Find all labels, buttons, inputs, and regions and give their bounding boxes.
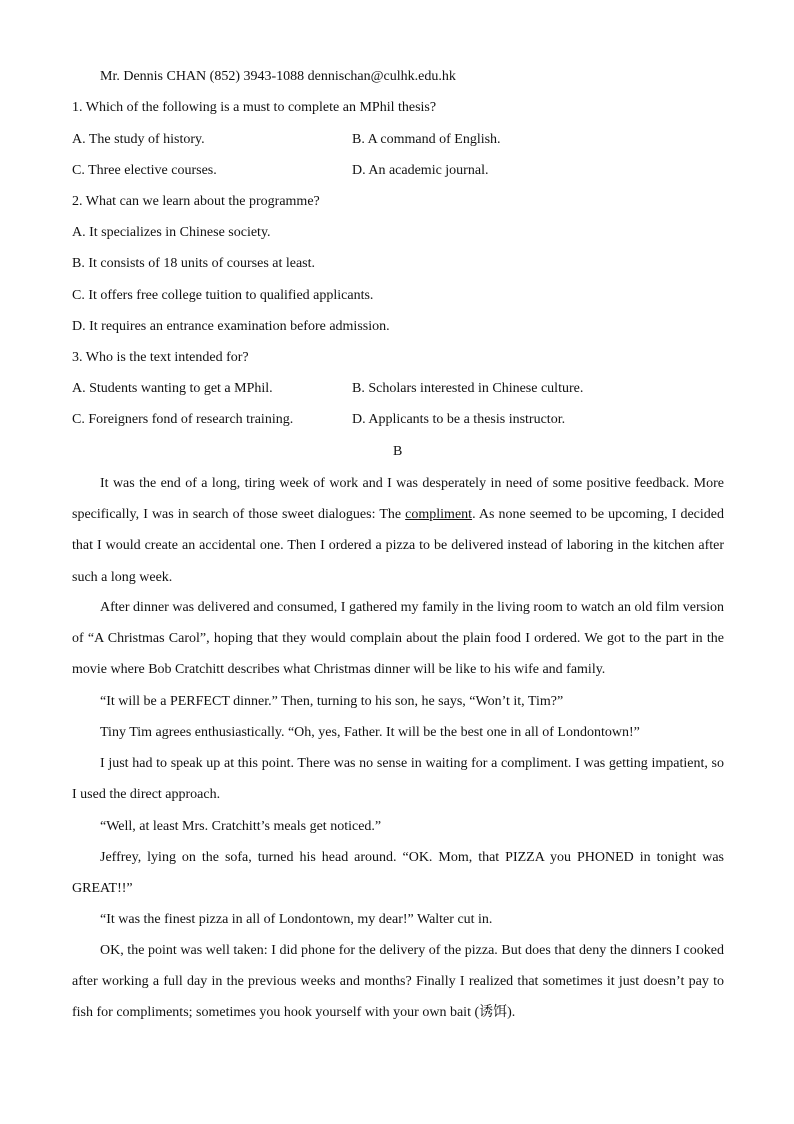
section-b-paragraph-1 [72,468,724,593]
question-1-option-a: A. The study of history. [72,132,205,147]
question-2-option-d: D. It requires an entrance examination before admission. [72,319,390,334]
question-1-option-b: B. A command of English. [352,132,501,147]
question-3-stem: 3. Who is the text intended for? [72,350,249,365]
underlined-word-compliment: compliment [405,507,473,523]
section-b-paragraph-9: OK, the point was well taken: I did phone for the delivery of the pizza. But does that deny the dinners I cooked after working a full day in the previous weeks and months? Finally I realized that sometimes it just doesn’t pay to fish for compliments; sometimes you hook yourself with your own bait (诱饵). [72,943,724,1021]
question-2-stem: 2. What can we learn about the programme? [72,194,320,209]
question-3-option-b: B. Scholars interested in Chinese culture. [352,381,584,396]
section-b-paragraph-5: I just had to speak up at this point. There was no sense in waiting for a compliment. I was getting impatient, so I used the direct approach. [72,756,724,803]
section-b-paragraph-6: “Well, at least Mrs. Cratchitt’s meals get noticed.” [100,819,382,834]
contact-line: Mr. Dennis CHAN (852) 3943-1088 dennischan@culhk.edu.hk [100,69,456,84]
question-2-option-c: C. It offers free college tuition to qualified applicants. [72,288,374,303]
question-3-option-d: D. Applicants to be a thesis instructor. [352,412,566,427]
section-b-paragraph-8: “It was the finest pizza in all of Londontown, my dear!” Walter cut in. [100,912,493,927]
section-b-paragraph-3: “It will be a PERFECT dinner.” Then, turning to his son, he says, “Won’t it, Tim?” [100,694,564,709]
paragraph-1-text-before: It was the end of a long, tiring week of work and I was desperately in need of some positive feedback. More specifically, I was in search of those sweet dialogues: The [72,476,724,523]
section-b-paragraph-4: Tiny Tim agrees enthusiastically. “Oh, yes, Father. It will be the best one in all of Londontown!” [100,725,640,740]
question-1-option-d: D. An academic journal. [352,163,489,178]
section-b-paragraph-2: After dinner was delivered and consumed, I gathered my family in the living room to watch an old film version of “A Christmas Carol”, hoping that they would complain about the plain food I ordered. We got to the part in the movie where Bob Cratchitt describes what Christmas dinner will be like to his wife and family. [72,600,724,678]
question-3-option-c: C. Foreigners fond of research training. [72,412,294,427]
question-3-option-a: A. Students wanting to get a MPhil. [72,381,273,396]
section-b-title: B [393,444,403,459]
question-2-option-a: A. It specializes in Chinese society. [72,225,271,240]
question-2-option-b: B. It consists of 18 units of courses at least. [72,256,316,271]
question-1-option-c: C. Three elective courses. [72,163,217,178]
section-b-paragraph-7: Jeffrey, lying on the sofa, turned his head around. “OK. Mom, that PIZZA you PHONED in tonight was GREAT!!” [72,850,724,897]
paragraph-1-text-after: . As none seemed to be upcoming, I decided that I would create an accidental one. Then I ordered a pizza to be delivered instead of laboring in the kitchen after such a long week. [72,507,724,585]
question-1-stem: 1. Which of the following is a must to complete an MPhil thesis? [72,100,437,115]
